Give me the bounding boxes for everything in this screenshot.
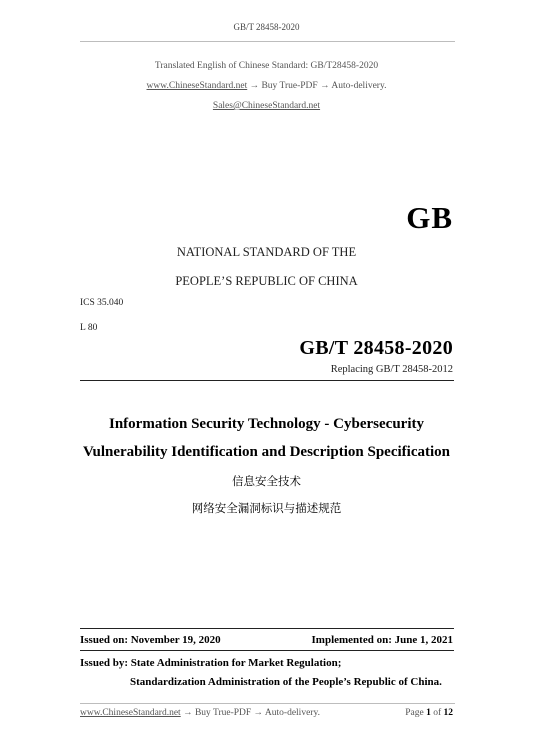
footer-site-link[interactable]: www.ChineseStandard.net (80, 708, 181, 718)
title-english-line-2: Vulnerability Identification and Description Specification (83, 444, 450, 460)
footer-divider (80, 703, 455, 704)
page-indicator (405, 708, 453, 718)
ics-code: ICS 35.040 (80, 298, 124, 308)
implemented-on-date: Implemented on: June 1, 2021 (311, 634, 453, 646)
page-prefix: Page (405, 708, 427, 718)
dates-bottom-divider (80, 650, 454, 651)
national-standard-line-2: PEOPLE’S REPUBLIC OF CHINA (175, 274, 358, 288)
standard-code-divider (80, 380, 454, 381)
replacing-note: Replacing GB/T 28458-2012 (330, 364, 453, 375)
header-divider (80, 41, 455, 42)
page-total: 12 (443, 708, 453, 718)
footer-buy-text: → Buy True-PDF → Auto-delivery. (180, 708, 320, 718)
issued-on-date: Issued on: November 19, 2020 (80, 634, 221, 646)
standard-code: GB/T 28458-2020 (299, 337, 453, 359)
issued-by-line-2: Standardization Administration of the People’s Republic of China. (130, 676, 442, 688)
header-document-code: GB/T 28458-2020 (233, 22, 300, 32)
title-chinese-line-1: 信息安全技术 (232, 474, 301, 488)
buy-line (0, 81, 533, 91)
site-link[interactable]: www.ChineseStandard.net (146, 81, 248, 91)
footer-buy-line (80, 708, 320, 718)
email-line (0, 101, 533, 111)
sales-email-link[interactable]: Sales@ChineseStandard.net (212, 101, 321, 111)
translated-notice: Translated English of Chinese Standard: GB/T28458-2020 (154, 61, 379, 71)
gb-logo: GB (406, 200, 453, 235)
ccs-code: L 80 (80, 323, 98, 333)
title-english-line-1: Information Security Technology - Cybersecurity (109, 416, 424, 432)
title-chinese-line-2: 网络安全漏洞标识与描述规范 (191, 501, 342, 515)
buy-text: → Buy True-PDF → Auto-delivery. (247, 81, 387, 91)
dates-top-divider (80, 628, 454, 629)
issued-by-line-1: Issued by: State Administration for Market Regulation; (80, 657, 342, 669)
national-standard-line-1: NATIONAL STANDARD OF THE (176, 245, 357, 259)
page-current: 1 (426, 708, 431, 718)
page-of: of (430, 708, 444, 718)
